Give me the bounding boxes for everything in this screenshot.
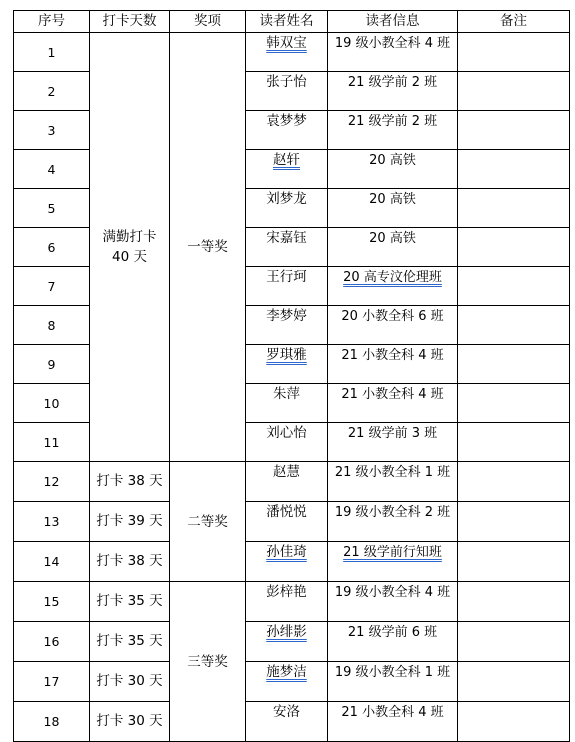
reader-info: 21 级学前 2 班 [328, 72, 458, 111]
remark-cell [458, 622, 570, 662]
reader-name: 孙佳琦 [266, 544, 307, 560]
reader-name: 张子怡 [246, 72, 328, 111]
row-number: 8 [14, 306, 90, 345]
checkin-days: 打卡 30 天 [90, 702, 170, 742]
table-row [14, 662, 570, 702]
reader-info: 19 级小教全科 2 班 [328, 502, 458, 542]
row-number: 1 [14, 33, 90, 72]
remark-cell [458, 345, 570, 384]
remark-cell [458, 267, 570, 306]
row-number: 18 [14, 702, 90, 742]
reader-name: 潘悦悦 [246, 502, 328, 542]
row-number: 15 [14, 582, 90, 622]
award-second-prize: 二等奖 [170, 462, 246, 582]
checkin-days-line1: 满勤打卡 [102, 229, 157, 245]
row-number: 7 [14, 267, 90, 306]
reader-name: 罗琪雅 [266, 347, 307, 363]
reader-info: 21 小教全科 4 班 [328, 702, 458, 742]
column-header-checkin-days: 打卡天数 [90, 11, 170, 33]
reader-name-cell [246, 622, 328, 662]
reader-info: 20 高专汶伦理班 [343, 270, 442, 285]
reader-name: 李梦婷 [246, 306, 328, 345]
reader-name: 赵轩 [273, 152, 300, 168]
column-header-remarks: 备注 [458, 11, 570, 33]
row-number: 11 [14, 423, 90, 462]
table-row [14, 542, 570, 582]
checkin-days: 打卡 35 天 [90, 582, 170, 622]
row-number: 17 [14, 662, 90, 702]
table-row [14, 502, 570, 542]
row-number: 14 [14, 542, 90, 582]
checkin-days-line2: 40 天 [112, 249, 147, 265]
column-header-reader-name: 读者姓名 [246, 11, 328, 33]
reader-info: 21 级学前 2 班 [328, 111, 458, 150]
reader-info: 21 小教全科 4 班 [328, 345, 458, 384]
remark-cell [458, 702, 570, 742]
reader-info: 19 级小教全科 4 班 [328, 582, 458, 622]
column-header-number: 序号 [14, 11, 90, 33]
reader-name: 宋嘉钰 [246, 228, 328, 267]
reader-name-cell [246, 33, 328, 72]
reader-name: 赵慧 [246, 462, 328, 502]
reader-info: 20 高铁 [328, 228, 458, 267]
reader-info: 20 高铁 [328, 189, 458, 228]
remark-cell [458, 228, 570, 267]
row-number: 16 [14, 622, 90, 662]
remark-cell [458, 306, 570, 345]
reader-name: 朱萍 [246, 384, 328, 423]
checkin-days: 打卡 30 天 [90, 662, 170, 702]
remark-cell [458, 150, 570, 189]
reader-name: 彭梓艳 [246, 582, 328, 622]
reader-info: 21 级小教全科 1 班 [328, 462, 458, 502]
table-row [14, 582, 570, 622]
reader-name: 施梦洁 [266, 664, 307, 680]
award-first-prize: 一等奖 [170, 33, 246, 462]
award-list-document [13, 10, 569, 729]
reader-name-cell [246, 542, 328, 582]
reader-info-cell [328, 267, 458, 306]
reader-name-cell [246, 662, 328, 702]
remark-cell [458, 423, 570, 462]
reader-info: 20 小教全科 6 班 [328, 306, 458, 345]
row-number: 13 [14, 502, 90, 542]
remark-cell [458, 111, 570, 150]
reader-name: 刘梦龙 [246, 189, 328, 228]
remark-cell [458, 33, 570, 72]
reader-name: 袁梦梦 [246, 111, 328, 150]
table-row [14, 33, 570, 72]
reader-info: 21 级学前 3 班 [328, 423, 458, 462]
checkin-days: 打卡 35 天 [90, 622, 170, 662]
column-header-award: 奖项 [170, 11, 246, 33]
reader-info: 19 级小教全科 4 班 [328, 33, 458, 72]
reader-name-cell [246, 150, 328, 189]
row-number: 10 [14, 384, 90, 423]
reader-name: 韩双宝 [266, 35, 307, 51]
row-number: 4 [14, 150, 90, 189]
reader-info: 21 小教全科 4 班 [328, 384, 458, 423]
table-row [14, 462, 570, 502]
reader-info: 21 级学前行知班 [343, 545, 442, 560]
reader-info: 21 级学前 6 班 [328, 622, 458, 662]
remark-cell [458, 384, 570, 423]
remark-cell [458, 502, 570, 542]
remark-cell [458, 72, 570, 111]
remark-cell [458, 542, 570, 582]
reader-info: 20 高铁 [328, 150, 458, 189]
reader-info-cell [328, 542, 458, 582]
remark-cell [458, 189, 570, 228]
remark-cell [458, 462, 570, 502]
table-row [14, 702, 570, 742]
row-number: 9 [14, 345, 90, 384]
award-table [13, 10, 570, 742]
reader-name: 安洛 [246, 702, 328, 742]
reader-name: 刘心怡 [246, 423, 328, 462]
reader-name: 孙绯影 [266, 624, 307, 640]
award-third-prize: 三等奖 [170, 582, 246, 742]
checkin-days-group-first [90, 33, 170, 462]
remark-cell [458, 662, 570, 702]
column-header-reader-info: 读者信息 [328, 11, 458, 33]
checkin-days: 打卡 38 天 [90, 542, 170, 582]
table-row [14, 622, 570, 662]
checkin-days: 打卡 38 天 [90, 462, 170, 502]
checkin-days: 打卡 39 天 [90, 502, 170, 542]
reader-name-cell [246, 345, 328, 384]
row-number: 3 [14, 111, 90, 150]
reader-info: 19 级小教全科 1 班 [328, 662, 458, 702]
reader-name: 王行珂 [246, 267, 328, 306]
header-row [14, 11, 570, 33]
row-number: 12 [14, 462, 90, 502]
row-number: 2 [14, 72, 90, 111]
remark-cell [458, 582, 570, 622]
row-number: 6 [14, 228, 90, 267]
row-number: 5 [14, 189, 90, 228]
